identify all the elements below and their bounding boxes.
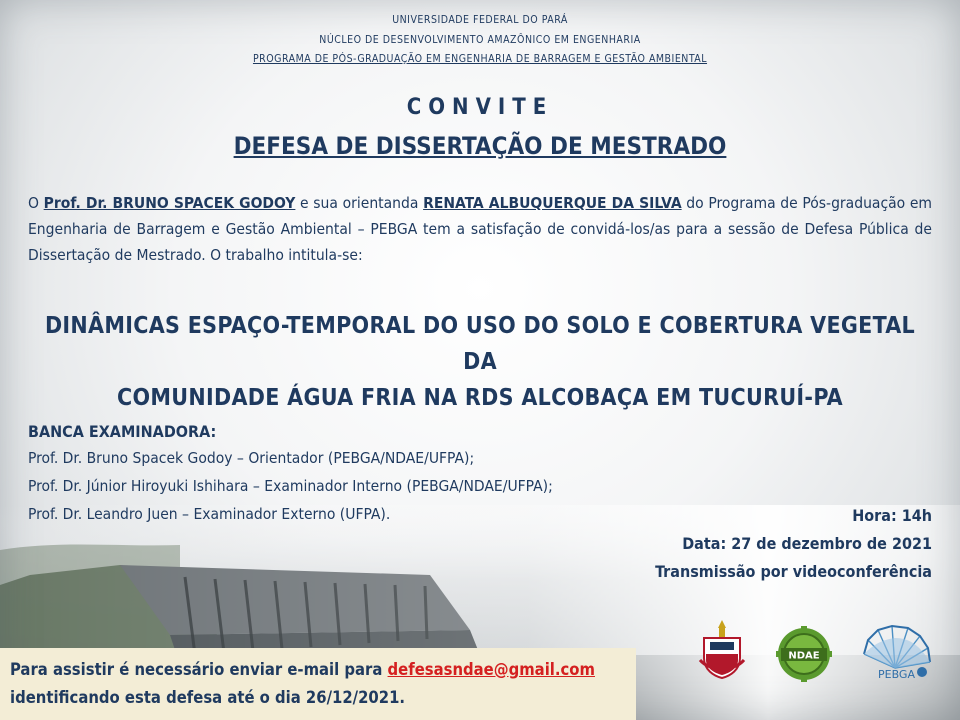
dissertation-title (28, 308, 932, 416)
pebga-logo (854, 624, 936, 684)
ufpa-logo (692, 618, 752, 680)
student-name: RENATA ALBUQUERQUE DA SILVA (423, 194, 682, 212)
event-time: Hora: 14h (852, 506, 932, 525)
committee-heading: BANCA EXAMINADORA: (28, 422, 217, 441)
committee-section (28, 420, 668, 528)
invitation-heading: CONVITE (406, 95, 554, 120)
intro-text-2: e sua orientanda (295, 194, 424, 212)
intro-paragraph (28, 190, 932, 268)
intro-text-3: do Programa de Pós-graduação em Engenharia de Barragem e Gestão Ambiental – PEBGA tem a satisfação de convidá-los/as para a sessão de Defesa Pública de Dissertação de Mestrado. O trabalho intitula-se: (28, 194, 933, 264)
event-transmission: Transmissão por videoconferência (655, 562, 932, 581)
university-name: UNIVERSIDADE FEDERAL DO PARÁ (392, 14, 568, 26)
program-name: PROGRAMA DE PÓS-GRADUAÇÃO EM ENGENHARIA DE BARRAGEM E GESTÃO AMBIENTAL (252, 53, 708, 65)
ndae-logo-text: NDAE (788, 650, 820, 662)
attendance-notice (0, 648, 636, 720)
notice-text-2: identificando esta defesa até o dia 26/12/2021. (10, 688, 406, 707)
contact-email-link[interactable]: defesasndae@gmail.com (387, 660, 595, 679)
intro-text-1: O (28, 194, 44, 212)
ndae-logo (773, 626, 835, 682)
committee-member: Prof. Dr. Júnior Hiroyuki Ishihara – Examinador Interno (PEBGA/NDAE/UFPA); (28, 477, 553, 495)
event-date: Data: 27 de dezembro de 2021 (682, 534, 932, 553)
center-name: NÚCLEO DE DESENVOLVIMENTO AMAZÔNICO EM ENGENHARIA (319, 34, 641, 46)
committee-member: Prof. Dr. Bruno Spacek Godoy – Orientador (PEBGA/NDAE/UFPA); (28, 449, 475, 467)
notice-text-1: Para assistir é necessário enviar e-mail para (10, 660, 388, 679)
event-subtitle: DEFESA DE DISSERTAÇÃO DE MESTRADO (233, 132, 727, 160)
dissertation-title-line-2: COMUNIDADE ÁGUA FRIA NA RDS ALCOBAÇA EM TUCURUÍ-PA (116, 385, 843, 411)
event-details (655, 502, 932, 586)
dissertation-title-line-1: DINÂMICAS ESPAÇO-TEMPORAL DO USO DO SOLO E COBERTURA VEGETAL DA (44, 313, 916, 375)
advisor-name: Prof. Dr. BRUNO SPACEK GODOY (43, 194, 296, 212)
pebga-logo-text: PEBGA (878, 668, 915, 681)
committee-member: Prof. Dr. Leandro Juen – Examinador Externo (UFPA). (28, 505, 391, 523)
